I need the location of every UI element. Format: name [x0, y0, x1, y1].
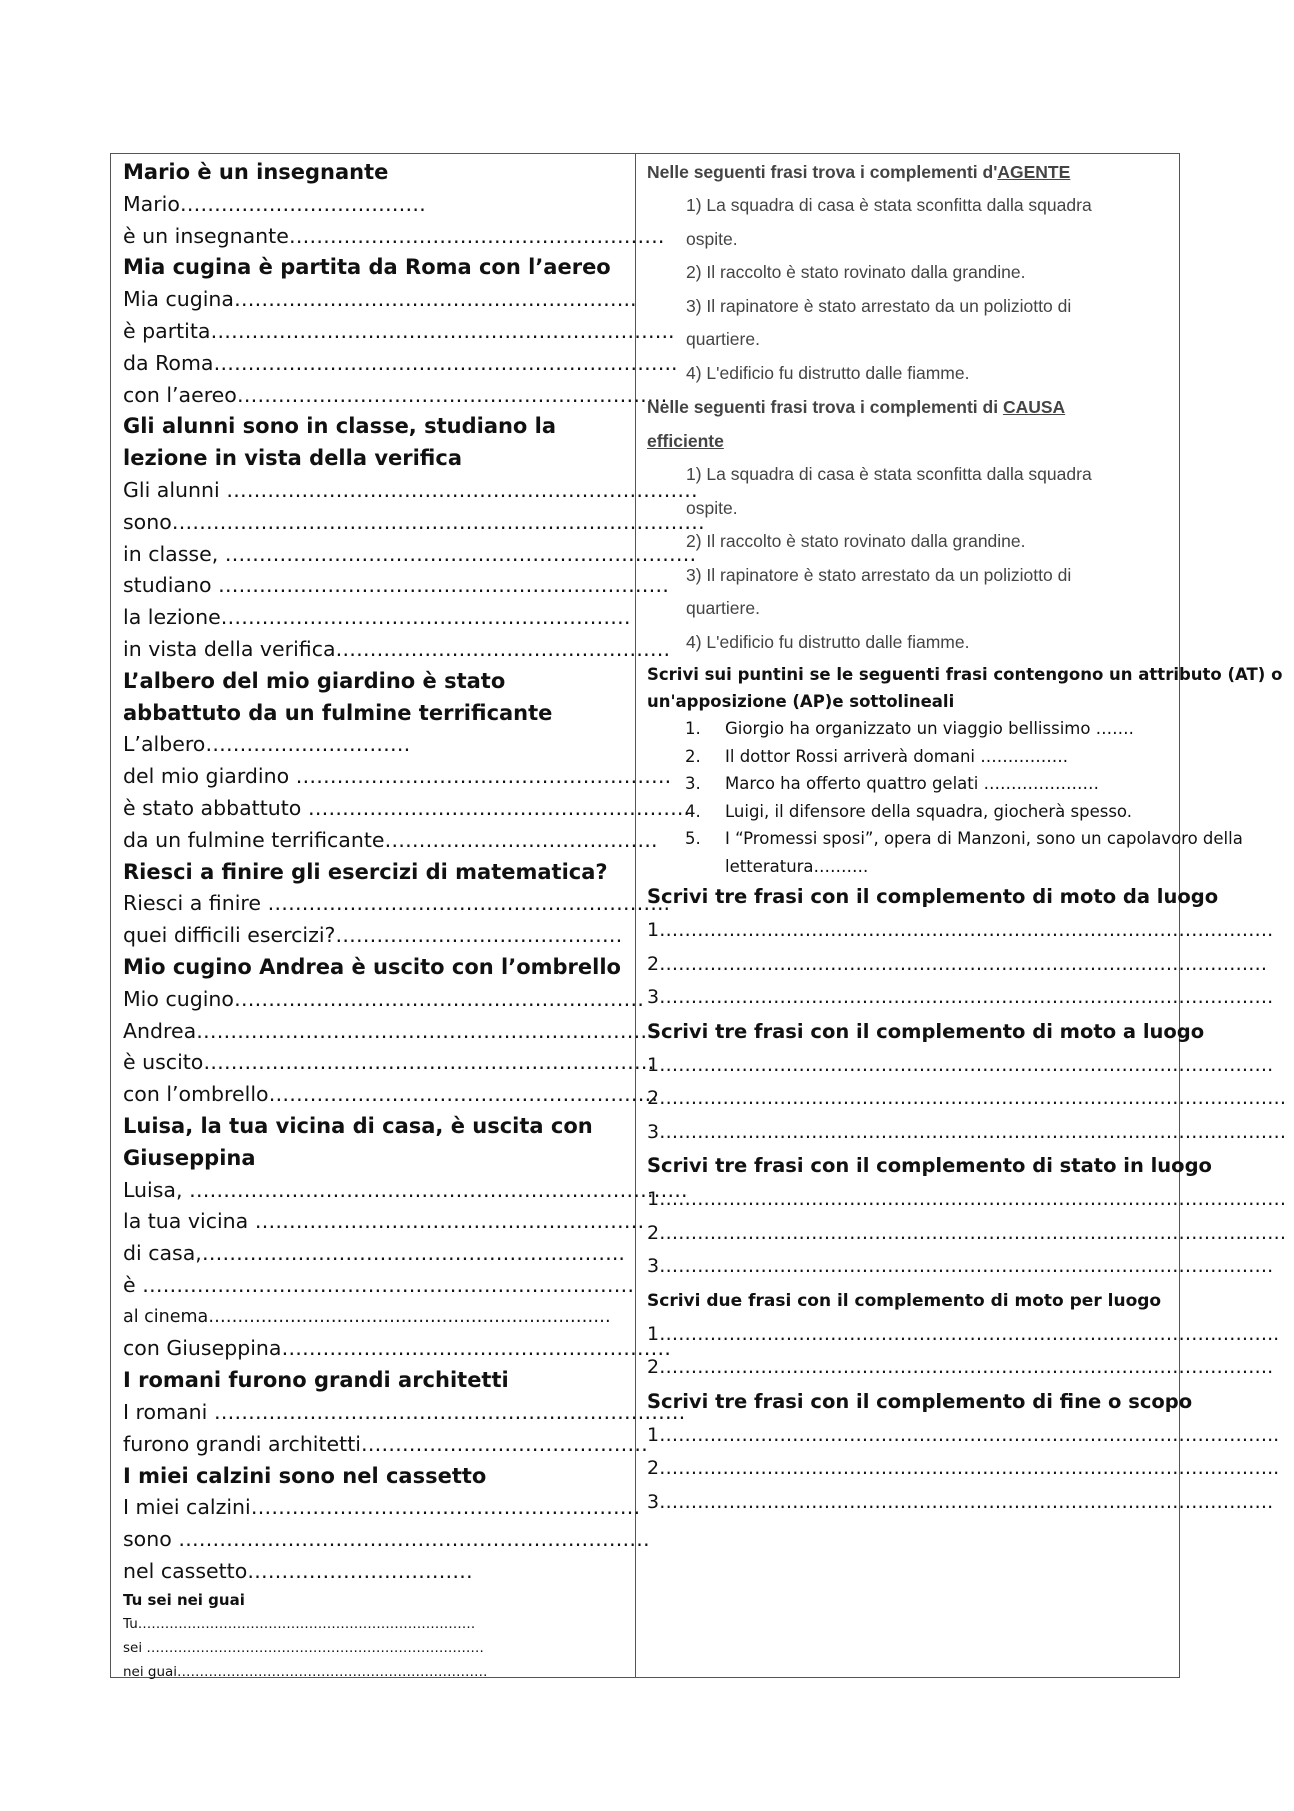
answer-line[interactable]: 3………………………………………………………………………………………	[647, 1120, 1287, 1143]
analysis-line: con l’ombrello…………………………………………………	[123, 1082, 659, 1107]
analysis-line: la tua vicina …………………………………………………	[123, 1209, 645, 1234]
analysis-line: sono……………………………………………………………………	[123, 509, 705, 534]
analysis-line: di casa,……………………………………………………..	[123, 1241, 625, 1266]
answer-line[interactable]: 1……………………………………………………………………………………..	[647, 1423, 1280, 1446]
item-text: Luigi, il difensore della squadra, giocherà spesso.	[725, 801, 1132, 821]
analysis-line: la lezione……………………………………………………	[123, 605, 631, 630]
analysis-line: Mario………………………………	[123, 191, 426, 216]
item-number: 2.	[685, 746, 701, 766]
causa-heading: Nelle seguenti frasi trova i complementi di CAUSA efficiente	[647, 397, 1066, 451]
sentence-heading: L’albero del mio giardino è stato abbattuto da un fulmine terrificante	[123, 668, 553, 725]
agente-heading: Nelle seguenti frasi trova i complementi d'AGENTE	[647, 162, 1071, 182]
analysis-line: è uscito…………………………………………………………	[123, 1050, 655, 1075]
analysis-line: è partita…………………………………………………………..	[123, 318, 675, 343]
answer-line[interactable]: 2……………………………………………………………………………………	[647, 952, 1268, 975]
agente-item: 1) La squadra di casa è stata sconfitta dalla squadra	[686, 195, 1092, 215]
attributo-item	[647, 743, 1286, 771]
analysis-line: in vista della verifica………………………………………….	[123, 636, 671, 661]
item-number: 4.	[685, 801, 701, 821]
worksheet-table	[110, 153, 1287, 1680]
analysis-line: nei guai……………………………………………………………	[123, 1663, 488, 1680]
analysis-line: furono grandi architetti……………………………………	[123, 1431, 648, 1456]
sentence-heading: I romani furono grandi architetti	[123, 1368, 509, 1393]
analysis-line: da Roma…………………………………………………………..	[123, 350, 678, 375]
exercise-sections	[647, 880, 1286, 1519]
sentence-heading: Tu sei nei guai	[123, 1590, 245, 1609]
causa-list	[647, 458, 1286, 659]
attributo-item	[647, 770, 1286, 798]
analysis-line: nel cassetto……………………………	[123, 1559, 473, 1584]
agente-item: quartiere.	[686, 329, 760, 349]
analysis-line: I miei calzini…………………………………………………	[123, 1495, 641, 1520]
exercise-heading: Scrivi tre frasi con il complemento di moto da luogo	[647, 885, 1219, 908]
item-number: 5.	[685, 829, 701, 848]
agente-item: 2) Il raccolto è stato rovinato dalla grandine.	[686, 262, 1026, 282]
right-column	[636, 154, 1294, 1677]
analysis-line: del mio giardino ……………………………………………….	[123, 764, 672, 789]
analysis-line: I romani ……………………………………………………………	[123, 1400, 686, 1425]
analysis-line: quei difficili esercizi?……………………………………	[123, 923, 623, 948]
answer-line[interactable]: 2………………………………………………………………………………………	[647, 1221, 1287, 1244]
exercise-heading: Scrivi tre frasi con il complemento di moto a luogo	[647, 1019, 1205, 1043]
answer-line[interactable]: 2……………………………………………………………………………………..	[647, 1457, 1280, 1479]
analysis-line: è stato abbattuto ………………………………………………..	[123, 795, 690, 820]
causa-item: ospite.	[686, 497, 738, 518]
agente-item: 3) Il rapinatore è stato arrestato da un poliziotto di	[686, 295, 1072, 316]
answer-line[interactable]: 2………………………………………………………………………………………	[647, 1087, 1287, 1109]
left-column	[111, 154, 705, 1680]
analysis-line: è un insegnante……………………………………………….	[123, 223, 665, 248]
sentence-heading: Mio cugino Andrea è uscito con l’ombrello	[123, 954, 621, 979]
attributo-item	[647, 715, 1286, 743]
causa-item: 4) L'edificio fu distrutto dalle fiamme.	[686, 631, 970, 652]
analysis-line: è ………………………………………………………………	[123, 1272, 635, 1297]
analysis-line: in classe, ……………………………………………………………	[123, 541, 697, 566]
causa-item: 2) Il raccolto è stato rovinato dalla grandine.	[686, 531, 1026, 551]
analysis-line: Mio cugino……………………………………………………	[123, 986, 644, 1011]
item-number: 1.	[685, 719, 701, 738]
exercise-heading: Scrivi tre frasi con il complemento di fine o scopo	[647, 1389, 1193, 1413]
sentence-heading: Mia cugina è partita da Roma con l’aereo	[123, 255, 611, 280]
answer-line[interactable]: 1……………………………………………………………………………………..	[647, 1322, 1280, 1345]
analysis-line: Riesci a finire …………………………………………………..	[123, 891, 671, 916]
agente-list	[647, 189, 1286, 390]
analysis-line: con Giuseppina…………………………………………………	[123, 1336, 671, 1361]
answer-line[interactable]: 1…………………………………………………………………………………….	[647, 1053, 1274, 1076]
answer-line[interactable]: 2…………………………………………………………………………………….	[647, 1356, 1274, 1378]
analysis-line: con l’aereo………………………………………………………	[123, 382, 668, 407]
analysis-line: da un fulmine terrificante………………………………….	[123, 827, 658, 852]
item-text: I “Promessi sposi”, opera di Manzoni, sono un capolavoro della letteratura……….	[725, 829, 1243, 876]
item-text: Marco ha offerto quattro gelati …………………	[725, 774, 1100, 793]
attributo-heading: Scrivi sui puntini se le seguenti frasi contengono un attributo (AT) o un'apposizione (AP)e sottolineali	[647, 665, 1283, 711]
causa-item: 3) Il rapinatore è stato arrestato da un poliziotto di	[686, 564, 1072, 585]
agente-item: 4) L'edificio fu distrutto dalle fiamme.	[686, 362, 970, 383]
causa-item: quartiere.	[686, 598, 760, 618]
analysis-line: Luisa, ……………………………………………………………….	[123, 1177, 688, 1202]
exercise-heading: Scrivi tre frasi con il complemento di stato in luogo	[647, 1154, 1212, 1177]
answer-line[interactable]: 3…………………………………………………………………………………….	[647, 1490, 1274, 1513]
sentence-heading: Riesci a finire gli esercizi di matematica?	[123, 859, 608, 884]
answer-line[interactable]: 3…………………………………………………………………………………….	[647, 1255, 1274, 1277]
analysis-line: L’albero…………………………	[123, 732, 411, 757]
analysis-line: al cinema……………………………………………………………	[123, 1306, 611, 1327]
analysis-line: Gli alunni ……………………………………………………………	[123, 477, 698, 502]
analysis-line: Andrea…………………………………………………………	[123, 1018, 648, 1043]
analysis-line: sei …………………………………………………………………	[123, 1639, 484, 1656]
exercise-heading: Scrivi due frasi con il complemento di moto per luogo	[647, 1290, 1162, 1311]
attributo-list	[647, 715, 1286, 880]
analysis-line: Mia cugina…………………………………………………..	[123, 287, 637, 312]
answer-line[interactable]: 3…………………………………………………………………………………….	[647, 986, 1274, 1008]
sentence-heading: Gli alunni sono in classe, studiano la lezione in vista della verifica	[123, 414, 557, 471]
sentence-heading: Luisa, la tua vicina di casa, è uscita con Giuseppina	[123, 1113, 593, 1170]
item-text: Giorgio ha organizzato un viaggio bellissimo …….	[725, 719, 1134, 738]
attributo-item	[647, 825, 1286, 880]
attributo-item	[647, 798, 1286, 826]
analysis-line: studiano …………………………………………………………	[123, 573, 670, 598]
analysis-line: Tu…………………………………………………………………	[123, 1615, 476, 1632]
answer-line[interactable]: 1………………………………………………………………………………………	[647, 1188, 1287, 1210]
causa-item: 1) La squadra di casa è stata sconfitta dalla squadra	[686, 464, 1092, 484]
agente-item: ospite.	[686, 228, 738, 249]
sentence-heading: Mario è un insegnante	[123, 160, 389, 184]
answer-line[interactable]: 1…………………………………………………………………………………….	[647, 919, 1274, 941]
analysis-line: sono ……………………………………………………………	[123, 1527, 650, 1552]
item-number: 3.	[685, 774, 701, 793]
item-text: Il dottor Rossi arriverà domani …………….	[725, 746, 1068, 766]
sentence-heading: I miei calzini sono nel cassetto	[123, 1463, 487, 1488]
